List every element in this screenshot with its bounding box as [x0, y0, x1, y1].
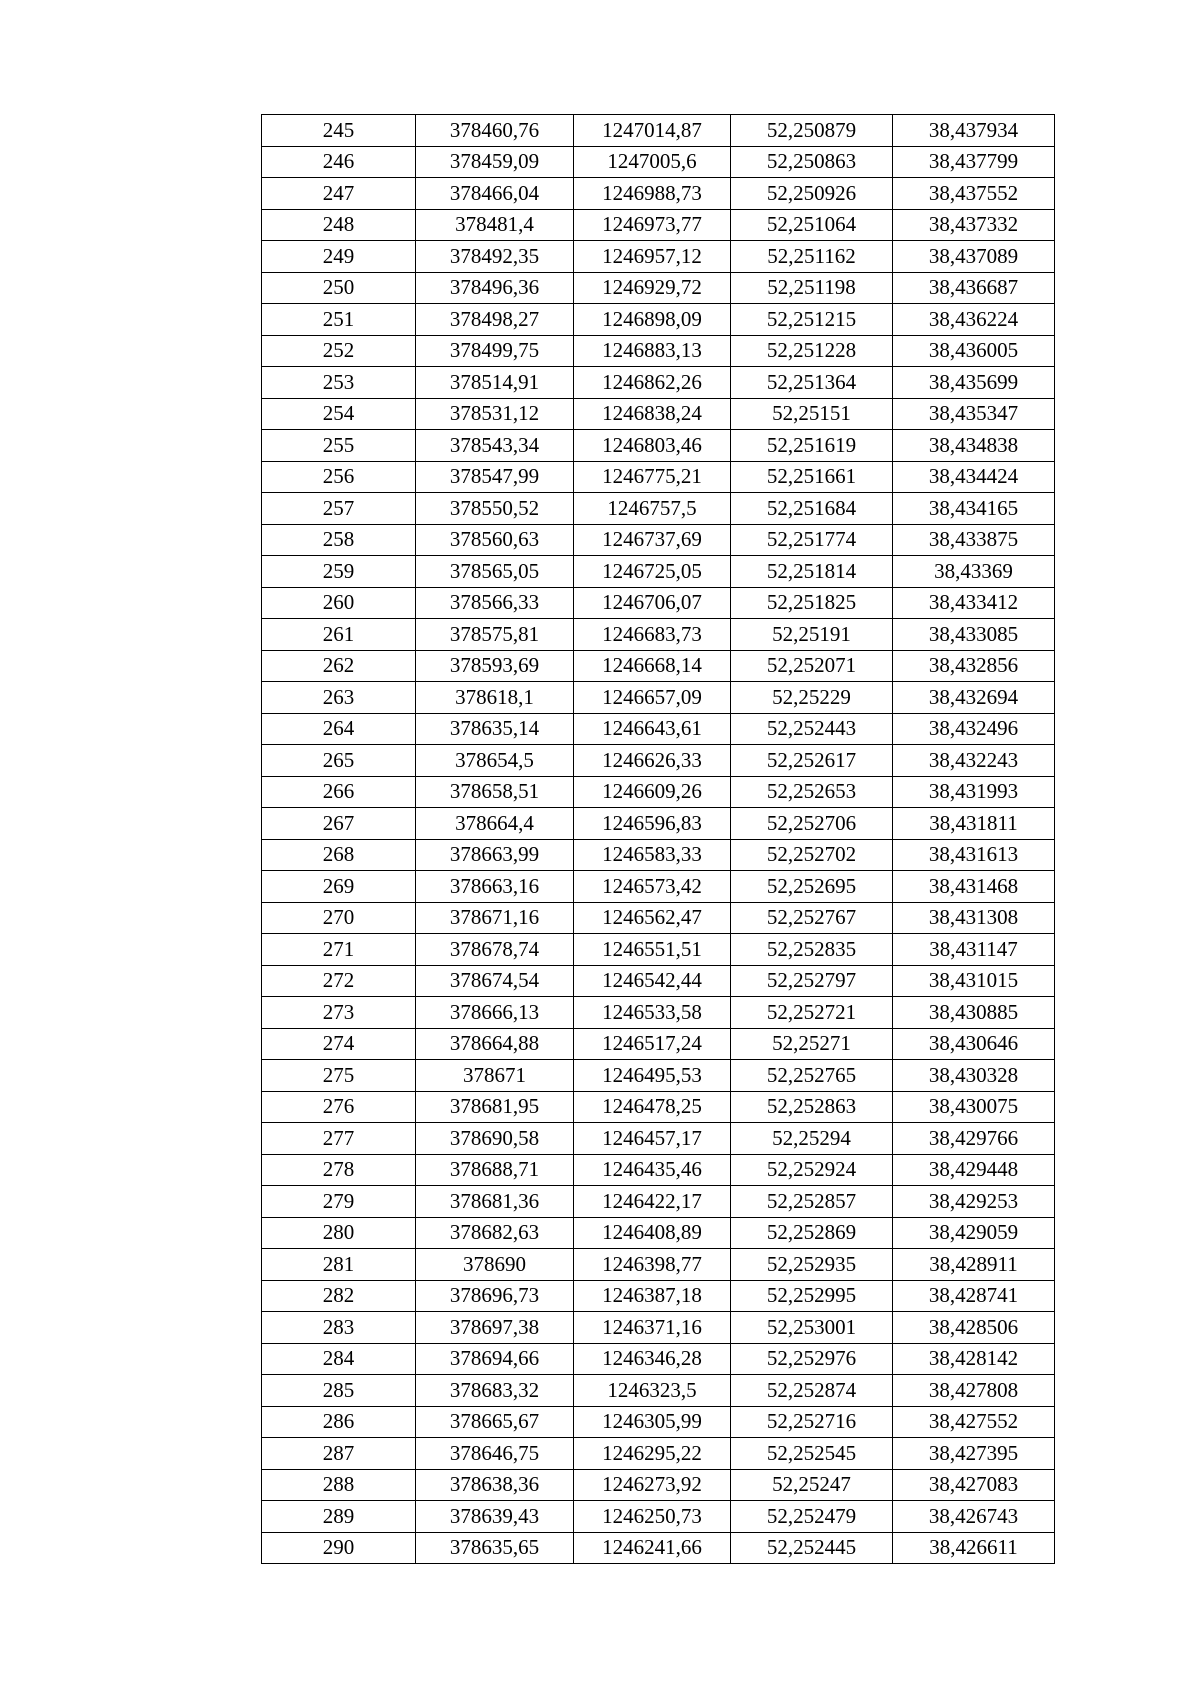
x-coordinate-cell: 378566,33	[416, 587, 574, 619]
y-coordinate-cell: 1246657,09	[574, 682, 731, 714]
longitude-cell: 38,437089	[893, 241, 1055, 273]
table-row	[262, 808, 1055, 840]
x-coordinate-cell: 378498,27	[416, 304, 574, 336]
y-coordinate-cell: 1246683,73	[574, 619, 731, 651]
y-coordinate-cell: 1246596,83	[574, 808, 731, 840]
table-row	[262, 587, 1055, 619]
latitude-cell: 52,251215	[731, 304, 893, 336]
x-coordinate-cell: 378575,81	[416, 619, 574, 651]
table-row	[262, 1154, 1055, 1186]
point-number-cell: 283	[262, 1312, 416, 1344]
y-coordinate-cell: 1246706,07	[574, 587, 731, 619]
x-coordinate-cell: 378690	[416, 1249, 574, 1281]
longitude-cell: 38,433875	[893, 524, 1055, 556]
latitude-cell: 52,25229	[731, 682, 893, 714]
longitude-cell: 38,431308	[893, 902, 1055, 934]
coordinates-table	[261, 114, 1055, 1564]
table-row	[262, 430, 1055, 462]
x-coordinate-cell: 378678,74	[416, 934, 574, 966]
x-coordinate-cell: 378543,34	[416, 430, 574, 462]
longitude-cell: 38,428911	[893, 1249, 1055, 1281]
latitude-cell: 52,252721	[731, 997, 893, 1029]
y-coordinate-cell: 1246371,16	[574, 1312, 731, 1344]
longitude-cell: 38,427395	[893, 1438, 1055, 1470]
longitude-cell: 38,428506	[893, 1312, 1055, 1344]
y-coordinate-cell: 1246583,33	[574, 839, 731, 871]
y-coordinate-cell: 1246838,24	[574, 398, 731, 430]
latitude-cell: 52,25247	[731, 1469, 893, 1501]
point-number-cell: 280	[262, 1217, 416, 1249]
point-number-cell: 252	[262, 335, 416, 367]
table-row	[262, 619, 1055, 651]
table-row	[262, 965, 1055, 997]
table-row	[262, 839, 1055, 871]
point-number-cell: 249	[262, 241, 416, 273]
y-coordinate-cell: 1246542,44	[574, 965, 731, 997]
longitude-cell: 38,426743	[893, 1501, 1055, 1533]
latitude-cell: 52,251198	[731, 272, 893, 304]
x-coordinate-cell: 378565,05	[416, 556, 574, 588]
point-number-cell: 287	[262, 1438, 416, 1470]
y-coordinate-cell: 1246435,46	[574, 1154, 731, 1186]
table-row	[262, 776, 1055, 808]
x-coordinate-cell: 378683,32	[416, 1375, 574, 1407]
table-row	[262, 1469, 1055, 1501]
point-number-cell: 260	[262, 587, 416, 619]
latitude-cell: 52,252617	[731, 745, 893, 777]
point-number-cell: 276	[262, 1091, 416, 1123]
x-coordinate-cell: 378666,13	[416, 997, 574, 1029]
latitude-cell: 52,252863	[731, 1091, 893, 1123]
longitude-cell: 38,436005	[893, 335, 1055, 367]
table-row	[262, 902, 1055, 934]
x-coordinate-cell: 378466,04	[416, 178, 574, 210]
latitude-cell: 52,251064	[731, 209, 893, 241]
point-number-cell: 274	[262, 1028, 416, 1060]
table-row	[262, 1532, 1055, 1564]
x-coordinate-cell: 378514,91	[416, 367, 574, 399]
table-row	[262, 1438, 1055, 1470]
table-row	[262, 650, 1055, 682]
latitude-cell: 52,252835	[731, 934, 893, 966]
y-coordinate-cell: 1246250,73	[574, 1501, 731, 1533]
point-number-cell: 277	[262, 1123, 416, 1155]
latitude-cell: 52,251774	[731, 524, 893, 556]
y-coordinate-cell: 1246668,14	[574, 650, 731, 682]
point-number-cell: 286	[262, 1406, 416, 1438]
y-coordinate-cell: 1246422,17	[574, 1186, 731, 1218]
table-row	[262, 115, 1055, 147]
longitude-cell: 38,432243	[893, 745, 1055, 777]
longitude-cell: 38,435699	[893, 367, 1055, 399]
point-number-cell: 261	[262, 619, 416, 651]
y-coordinate-cell: 1246929,72	[574, 272, 731, 304]
y-coordinate-cell: 1247014,87	[574, 115, 731, 147]
x-coordinate-cell: 378664,4	[416, 808, 574, 840]
longitude-cell: 38,431993	[893, 776, 1055, 808]
longitude-cell: 38,436687	[893, 272, 1055, 304]
y-coordinate-cell: 1246398,77	[574, 1249, 731, 1281]
latitude-cell: 52,250863	[731, 146, 893, 178]
x-coordinate-cell: 378664,88	[416, 1028, 574, 1060]
x-coordinate-cell: 378663,16	[416, 871, 574, 903]
longitude-cell: 38,429448	[893, 1154, 1055, 1186]
longitude-cell: 38,427808	[893, 1375, 1055, 1407]
y-coordinate-cell: 1246241,66	[574, 1532, 731, 1564]
longitude-cell: 38,431468	[893, 871, 1055, 903]
point-number-cell: 251	[262, 304, 416, 336]
y-coordinate-cell: 1246533,58	[574, 997, 731, 1029]
longitude-cell: 38,430646	[893, 1028, 1055, 1060]
table-row	[262, 146, 1055, 178]
y-coordinate-cell: 1246725,05	[574, 556, 731, 588]
point-number-cell: 258	[262, 524, 416, 556]
latitude-cell: 52,251661	[731, 461, 893, 493]
point-number-cell: 268	[262, 839, 416, 871]
x-coordinate-cell: 378593,69	[416, 650, 574, 682]
longitude-cell: 38,432694	[893, 682, 1055, 714]
latitude-cell: 52,251228	[731, 335, 893, 367]
longitude-cell: 38,433085	[893, 619, 1055, 651]
longitude-cell: 38,429253	[893, 1186, 1055, 1218]
x-coordinate-cell: 378550,52	[416, 493, 574, 525]
x-coordinate-cell: 378681,95	[416, 1091, 574, 1123]
latitude-cell: 52,25191	[731, 619, 893, 651]
longitude-cell: 38,434838	[893, 430, 1055, 462]
point-number-cell: 257	[262, 493, 416, 525]
longitude-cell: 38,436224	[893, 304, 1055, 336]
table-row	[262, 1091, 1055, 1123]
latitude-cell: 52,25151	[731, 398, 893, 430]
longitude-cell: 38,426611	[893, 1532, 1055, 1564]
y-coordinate-cell: 1246988,73	[574, 178, 731, 210]
latitude-cell: 52,252995	[731, 1280, 893, 1312]
table-row	[262, 335, 1055, 367]
table-row	[262, 871, 1055, 903]
y-coordinate-cell: 1246862,26	[574, 367, 731, 399]
point-number-cell: 256	[262, 461, 416, 493]
latitude-cell: 52,252443	[731, 713, 893, 745]
x-coordinate-cell: 378674,54	[416, 965, 574, 997]
table-row	[262, 272, 1055, 304]
longitude-cell: 38,434424	[893, 461, 1055, 493]
table-row	[262, 461, 1055, 493]
point-number-cell: 279	[262, 1186, 416, 1218]
x-coordinate-cell: 378618,1	[416, 682, 574, 714]
latitude-cell: 52,251619	[731, 430, 893, 462]
y-coordinate-cell: 1247005,6	[574, 146, 731, 178]
latitude-cell: 52,252976	[731, 1343, 893, 1375]
latitude-cell: 52,252479	[731, 1501, 893, 1533]
y-coordinate-cell: 1246757,5	[574, 493, 731, 525]
point-number-cell: 288	[262, 1469, 416, 1501]
table-row	[262, 556, 1055, 588]
y-coordinate-cell: 1246305,99	[574, 1406, 731, 1438]
y-coordinate-cell: 1246898,09	[574, 304, 731, 336]
table-row	[262, 1217, 1055, 1249]
latitude-cell: 52,252445	[731, 1532, 893, 1564]
point-number-cell: 282	[262, 1280, 416, 1312]
point-number-cell: 246	[262, 146, 416, 178]
point-number-cell: 290	[262, 1532, 416, 1564]
latitude-cell: 52,252869	[731, 1217, 893, 1249]
y-coordinate-cell: 1246387,18	[574, 1280, 731, 1312]
x-coordinate-cell: 378499,75	[416, 335, 574, 367]
y-coordinate-cell: 1246883,13	[574, 335, 731, 367]
y-coordinate-cell: 1246737,69	[574, 524, 731, 556]
latitude-cell: 52,252924	[731, 1154, 893, 1186]
longitude-cell: 38,431015	[893, 965, 1055, 997]
point-number-cell: 263	[262, 682, 416, 714]
longitude-cell: 38,430328	[893, 1060, 1055, 1092]
table-row	[262, 713, 1055, 745]
y-coordinate-cell: 1246346,28	[574, 1343, 731, 1375]
x-coordinate-cell: 378635,65	[416, 1532, 574, 1564]
latitude-cell: 52,252071	[731, 650, 893, 682]
x-coordinate-cell: 378639,43	[416, 1501, 574, 1533]
point-number-cell: 245	[262, 115, 416, 147]
x-coordinate-cell: 378688,71	[416, 1154, 574, 1186]
latitude-cell: 52,251814	[731, 556, 893, 588]
table-row	[262, 1028, 1055, 1060]
point-number-cell: 272	[262, 965, 416, 997]
longitude-cell: 38,434165	[893, 493, 1055, 525]
x-coordinate-cell: 378560,63	[416, 524, 574, 556]
latitude-cell: 52,251684	[731, 493, 893, 525]
y-coordinate-cell: 1246609,26	[574, 776, 731, 808]
latitude-cell: 52,250879	[731, 115, 893, 147]
y-coordinate-cell: 1246273,92	[574, 1469, 731, 1501]
longitude-cell: 38,428142	[893, 1343, 1055, 1375]
point-number-cell: 262	[262, 650, 416, 682]
latitude-cell: 52,251364	[731, 367, 893, 399]
y-coordinate-cell: 1246973,77	[574, 209, 731, 241]
longitude-cell: 38,431147	[893, 934, 1055, 966]
table-row	[262, 241, 1055, 273]
x-coordinate-cell: 378635,14	[416, 713, 574, 745]
latitude-cell: 52,252857	[731, 1186, 893, 1218]
table-row	[262, 493, 1055, 525]
point-number-cell: 247	[262, 178, 416, 210]
point-number-cell: 281	[262, 1249, 416, 1281]
y-coordinate-cell: 1246573,42	[574, 871, 731, 903]
longitude-cell: 38,432496	[893, 713, 1055, 745]
x-coordinate-cell: 378460,76	[416, 115, 574, 147]
latitude-cell: 52,252653	[731, 776, 893, 808]
x-coordinate-cell: 378681,36	[416, 1186, 574, 1218]
x-coordinate-cell: 378658,51	[416, 776, 574, 808]
y-coordinate-cell: 1246803,46	[574, 430, 731, 462]
latitude-cell: 52,250926	[731, 178, 893, 210]
x-coordinate-cell: 378492,35	[416, 241, 574, 273]
table-row	[262, 1375, 1055, 1407]
point-number-cell: 253	[262, 367, 416, 399]
y-coordinate-cell: 1246643,61	[574, 713, 731, 745]
longitude-cell: 38,431811	[893, 808, 1055, 840]
table-row	[262, 304, 1055, 336]
table-row	[262, 178, 1055, 210]
latitude-cell: 52,253001	[731, 1312, 893, 1344]
table-row	[262, 682, 1055, 714]
longitude-cell: 38,437332	[893, 209, 1055, 241]
longitude-cell: 38,427552	[893, 1406, 1055, 1438]
longitude-cell: 38,429766	[893, 1123, 1055, 1155]
point-number-cell: 278	[262, 1154, 416, 1186]
y-coordinate-cell: 1246626,33	[574, 745, 731, 777]
table-row	[262, 1280, 1055, 1312]
latitude-cell: 52,252797	[731, 965, 893, 997]
point-number-cell: 289	[262, 1501, 416, 1533]
x-coordinate-cell: 378654,5	[416, 745, 574, 777]
y-coordinate-cell: 1246478,25	[574, 1091, 731, 1123]
table-row	[262, 745, 1055, 777]
point-number-cell: 255	[262, 430, 416, 462]
x-coordinate-cell: 378459,09	[416, 146, 574, 178]
x-coordinate-cell: 378531,12	[416, 398, 574, 430]
y-coordinate-cell: 1246551,51	[574, 934, 731, 966]
table-row	[262, 934, 1055, 966]
y-coordinate-cell: 1246295,22	[574, 1438, 731, 1470]
latitude-cell: 52,25271	[731, 1028, 893, 1060]
table-row	[262, 524, 1055, 556]
latitude-cell: 52,252695	[731, 871, 893, 903]
point-number-cell: 267	[262, 808, 416, 840]
latitude-cell: 52,252545	[731, 1438, 893, 1470]
y-coordinate-cell: 1246775,21	[574, 461, 731, 493]
latitude-cell: 52,252935	[731, 1249, 893, 1281]
longitude-cell: 38,427083	[893, 1469, 1055, 1501]
latitude-cell: 52,25294	[731, 1123, 893, 1155]
x-coordinate-cell: 378682,63	[416, 1217, 574, 1249]
point-number-cell: 266	[262, 776, 416, 808]
x-coordinate-cell: 378638,36	[416, 1469, 574, 1501]
longitude-cell: 38,430075	[893, 1091, 1055, 1123]
y-coordinate-cell: 1246457,17	[574, 1123, 731, 1155]
x-coordinate-cell: 378481,4	[416, 209, 574, 241]
x-coordinate-cell: 378697,38	[416, 1312, 574, 1344]
y-coordinate-cell: 1246495,53	[574, 1060, 731, 1092]
latitude-cell: 52,252765	[731, 1060, 893, 1092]
longitude-cell: 38,437552	[893, 178, 1055, 210]
x-coordinate-cell: 378671	[416, 1060, 574, 1092]
point-number-cell: 285	[262, 1375, 416, 1407]
x-coordinate-cell: 378646,75	[416, 1438, 574, 1470]
table-row	[262, 1123, 1055, 1155]
longitude-cell: 38,433412	[893, 587, 1055, 619]
x-coordinate-cell: 378663,99	[416, 839, 574, 871]
point-number-cell: 269	[262, 871, 416, 903]
point-number-cell: 264	[262, 713, 416, 745]
x-coordinate-cell: 378671,16	[416, 902, 574, 934]
x-coordinate-cell: 378665,67	[416, 1406, 574, 1438]
latitude-cell: 52,252874	[731, 1375, 893, 1407]
table-row	[262, 398, 1055, 430]
table-row	[262, 1186, 1055, 1218]
longitude-cell: 38,430885	[893, 997, 1055, 1029]
x-coordinate-cell: 378696,73	[416, 1280, 574, 1312]
longitude-cell: 38,435347	[893, 398, 1055, 430]
point-number-cell: 265	[262, 745, 416, 777]
point-number-cell: 248	[262, 209, 416, 241]
point-number-cell: 259	[262, 556, 416, 588]
y-coordinate-cell: 1246408,89	[574, 1217, 731, 1249]
point-number-cell: 250	[262, 272, 416, 304]
table-row	[262, 1312, 1055, 1344]
point-number-cell: 275	[262, 1060, 416, 1092]
latitude-cell: 52,252702	[731, 839, 893, 871]
point-number-cell: 270	[262, 902, 416, 934]
table-body	[262, 115, 1055, 1564]
x-coordinate-cell: 378547,99	[416, 461, 574, 493]
latitude-cell: 52,252716	[731, 1406, 893, 1438]
longitude-cell: 38,431613	[893, 839, 1055, 871]
x-coordinate-cell: 378694,66	[416, 1343, 574, 1375]
point-number-cell: 284	[262, 1343, 416, 1375]
x-coordinate-cell: 378496,36	[416, 272, 574, 304]
longitude-cell: 38,428741	[893, 1280, 1055, 1312]
latitude-cell: 52,252706	[731, 808, 893, 840]
y-coordinate-cell: 1246957,12	[574, 241, 731, 273]
longitude-cell: 38,432856	[893, 650, 1055, 682]
table-row	[262, 1501, 1055, 1533]
latitude-cell: 52,251162	[731, 241, 893, 273]
y-coordinate-cell: 1246323,5	[574, 1375, 731, 1407]
longitude-cell: 38,437934	[893, 115, 1055, 147]
point-number-cell: 273	[262, 997, 416, 1029]
y-coordinate-cell: 1246562,47	[574, 902, 731, 934]
table-row	[262, 997, 1055, 1029]
table-row	[262, 209, 1055, 241]
table-row	[262, 1249, 1055, 1281]
table-row	[262, 367, 1055, 399]
longitude-cell: 38,437799	[893, 146, 1055, 178]
longitude-cell: 38,429059	[893, 1217, 1055, 1249]
table-row	[262, 1343, 1055, 1375]
table-row	[262, 1060, 1055, 1092]
x-coordinate-cell: 378690,58	[416, 1123, 574, 1155]
y-coordinate-cell: 1246517,24	[574, 1028, 731, 1060]
longitude-cell: 38,43369	[893, 556, 1055, 588]
latitude-cell: 52,252767	[731, 902, 893, 934]
point-number-cell: 254	[262, 398, 416, 430]
latitude-cell: 52,251825	[731, 587, 893, 619]
table-row	[262, 1406, 1055, 1438]
point-number-cell: 271	[262, 934, 416, 966]
